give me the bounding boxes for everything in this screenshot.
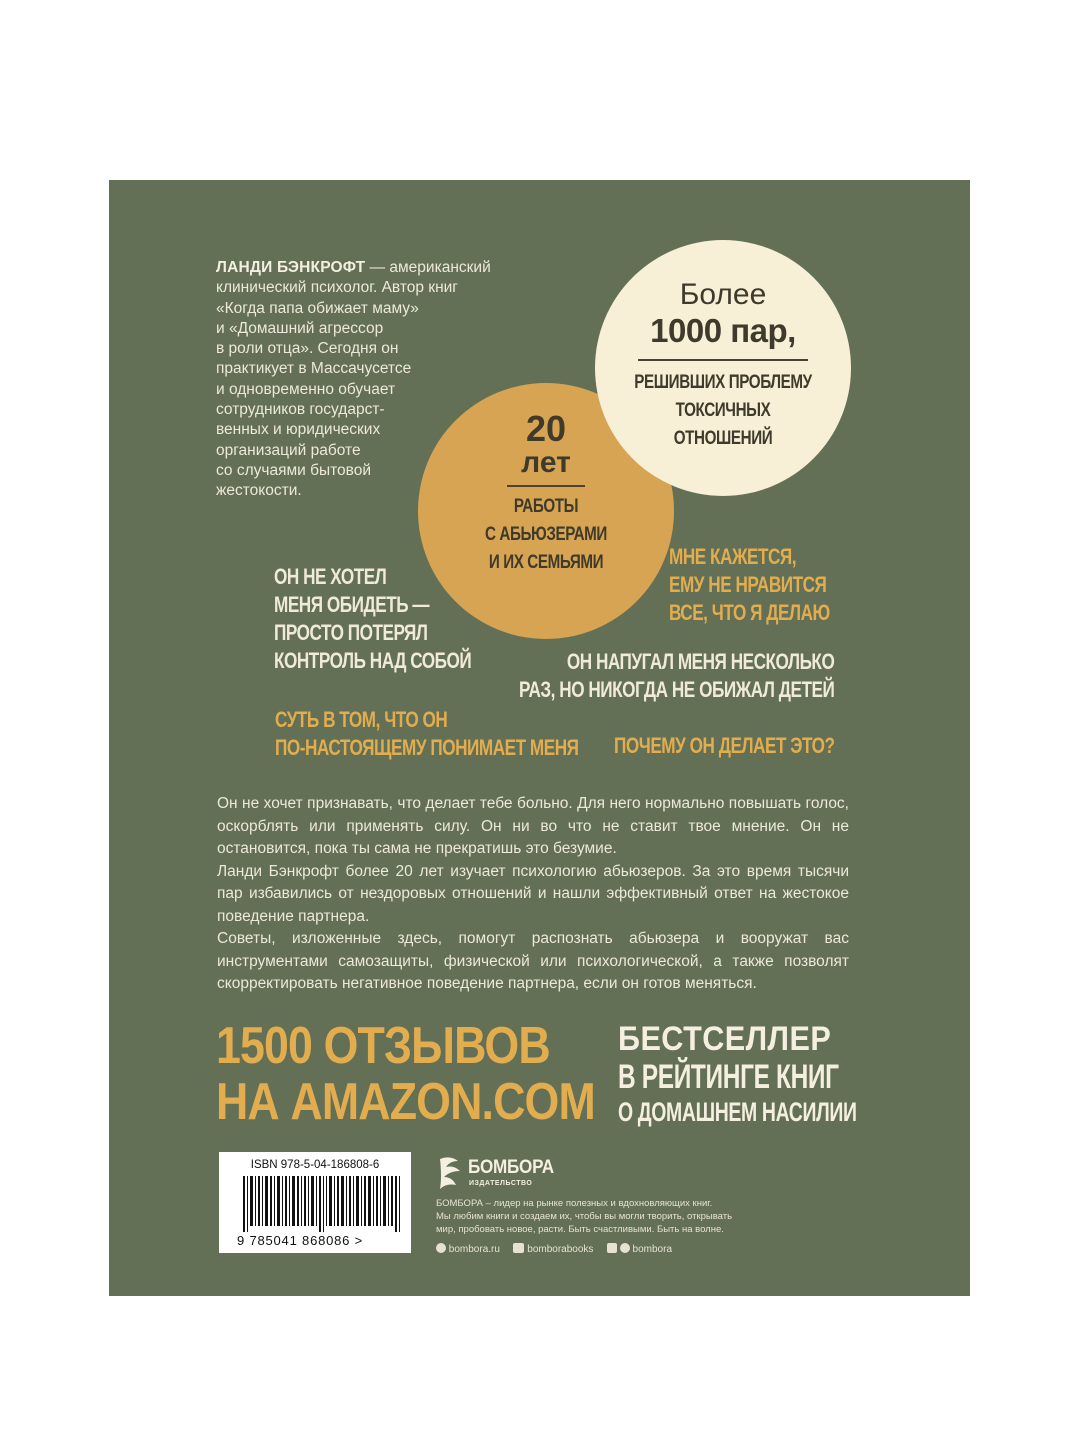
publisher-block — [436, 1155, 766, 1256]
bestseller-block: БЕСТСЕЛЛЕР В РЕЙТИНГЕ КНИГ О ДОМАШНЕМ НАСИЛИИ — [618, 1020, 857, 1127]
description-paragraph: Ланди Бэнкрофт более 20 лет изучает психологию абьюзеров. За это время тысячи пар избавились от нездоровых отношений и нашли эффективный ответ на жестокое поведение партнера. — [217, 862, 849, 925]
publisher-tagline: БОМБОРА – лидер на рынке полезных и вдохновляющих книг. Мы любим книги и создаем их, чтобы вы могли творить, открывать мир, пробовать новое, расти. Быть счастливыми. Быть на волне. — [436, 1198, 733, 1235]
publisher-logo — [436, 1155, 766, 1193]
quote-understands-me: СУТЬ В ТОМ, ЧТО ОН ПО-НАСТОЯЩЕМУ ПОНИМАЕТ МЕНЯ — [275, 707, 579, 760]
site-link[interactable]: bombora.ru — [448, 1244, 500, 1255]
description-paragraph: Советы, изложенные здесь, помогут распознать абьюзера и вооружат вас инструментами самозащиты, физической или психологической, а также позволят скорректировать негативное поведение партнера, если он готов меняться. — [217, 930, 849, 992]
reviews-headline: 1500 ОТЗЫВОВ НА AMAZON.COM — [216, 1017, 595, 1131]
isbn-text: ISBN 978-5-04-186808-6 — [250, 1159, 380, 1171]
vk-link[interactable]: bomborabooks — [527, 1244, 594, 1255]
book-back-cover — [109, 180, 970, 1296]
quote-why: ПОЧЕМУ ОН ДЕЛАЕТ ЭТО? — [614, 733, 835, 758]
couples-line1: Более — [679, 278, 767, 311]
barcode-digits: 9 785041 868086 > — [237, 1233, 364, 1248]
barcode-bars — [243, 1176, 403, 1232]
years-number: 20 — [525, 408, 567, 449]
social-link[interactable]: bombora — [632, 1244, 673, 1255]
couples-divider — [638, 359, 808, 361]
description-paragraph: Он не хочет признавать, что делает тебе больно. Для него нормально повышать голос, оскорблять или применять силу. Он ни во что не ставит твое мнение. Он не остановится, пока ты сама не прекратишь это безумие. — [217, 795, 849, 857]
social-icon — [607, 1243, 617, 1253]
publisher-links — [436, 1243, 766, 1256]
telegram-icon — [620, 1243, 630, 1253]
couples-badge: Более 1000 пар, РЕШИВШИХ ПРОБЛЕМУ ТОКСИЧНЫХ ОТНОШЕНИЙ — [595, 240, 851, 496]
author-name: ЛАНДИ БЭНКРОФТ — [216, 259, 366, 276]
author-bio: ЛАНДИ БЭНКРОФТ — американский клинический психолог. Автор книг «Когда папа обижает маму» и «Домашний агрессор в роли отца». Сегодня он практикует в Массачусетсе и одновременно обучает сотрудников государст- венных и юридических организаций работе со случаями бытовой жестокости. — [216, 259, 491, 500]
bombora-logo-icon — [436, 1155, 464, 1191]
couples-line2: 1000 пар, — [650, 312, 796, 349]
years-badge: 20 лет РАБОТЫ С АБЬЮЗЕРАМИ И ИХ СЕМЬЯМИ — [418, 383, 674, 639]
quote-scared-me: ОН НАПУГАЛ МЕНЯ НЕСКОЛЬКО РАЗ, НО НИКОГДА НЕ ОБИЖАЛ ДЕТЕЙ — [519, 649, 835, 702]
years-unit: лет — [521, 446, 571, 479]
years-divider — [507, 485, 585, 487]
publisher-name: БОМБОРА — [468, 1157, 554, 1178]
globe-icon — [436, 1243, 446, 1253]
quote-lost-control: ОН НЕ ХОТЕЛ МЕНЯ ОБИДЕТЬ — ПРОСТО ПОТЕРЯЛ КОНТРОЛЬ НАД СОБОЙ — [274, 564, 472, 673]
quote-does-not-like: МНЕ КАЖЕТСЯ, ЕМУ НЕ НРАВИТСЯ ВСЕ, ЧТО Я ДЕЛАЮ — [669, 544, 830, 625]
vk-icon — [513, 1243, 524, 1253]
barcode — [219, 1152, 411, 1253]
description — [217, 793, 849, 996]
publisher-subtitle: ИЗДАТЕЛЬСТВО — [469, 1180, 533, 1187]
